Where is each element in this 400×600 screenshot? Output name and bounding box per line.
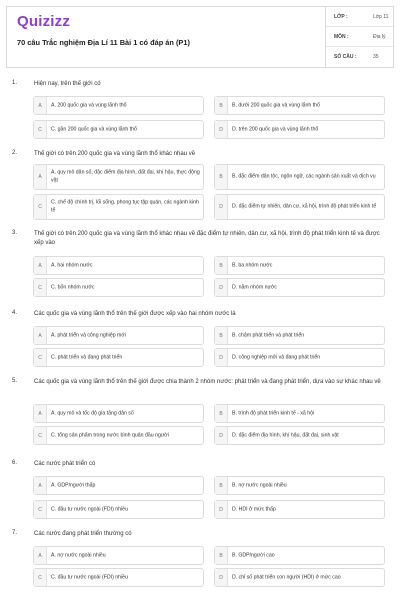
option-letter: C (34, 427, 47, 444)
option-d[interactable] (214, 194, 385, 220)
option-a[interactable] (33, 326, 204, 345)
question-text: Thế giới có trên 200 quốc gia và vùng lãnh thổ khác nhau về (34, 151, 196, 157)
option-d[interactable] (214, 500, 385, 519)
meta-row-subject (326, 27, 395, 47)
option-b[interactable] (214, 96, 385, 115)
option-text: D. trên 200 quốc gia và vùng lãnh thổ (232, 125, 319, 132)
option-letter: B (215, 327, 228, 344)
option-d[interactable] (214, 278, 385, 297)
option-c[interactable] (33, 426, 204, 445)
option-c[interactable] (33, 194, 204, 220)
option-letter: B (215, 97, 228, 114)
option-text: A. phát triển và công nghiệp mới (51, 331, 126, 338)
option-letter: D (215, 569, 228, 586)
option-c[interactable] (33, 500, 204, 519)
option-c[interactable] (33, 568, 204, 587)
option-text: C. đầu tư nước ngoài (FDI) nhiều (51, 573, 128, 580)
option-letter: D (215, 279, 228, 296)
option-letter: D (215, 501, 228, 518)
option-d[interactable] (214, 426, 385, 445)
option-letter: B (215, 547, 228, 564)
meta-value: 35 (373, 54, 379, 60)
meta-label: LỚP : (334, 14, 348, 20)
question-text: Thế giới có trên 200 quốc gia và vùng lãnh thổ khác nhau về đặc điểm tự nhiên, dân cư, xã hội, trình độ phát triển kinh tế và được xếp vào (34, 231, 380, 246)
option-letter: A (34, 327, 47, 344)
option-letter: A (34, 257, 47, 274)
option-letter: D (215, 121, 228, 138)
option-text: A. hai nhóm nước (51, 261, 93, 268)
option-letter: D (215, 195, 228, 219)
option-letter: D (215, 349, 228, 366)
question-text: Các nước phát triển có (34, 461, 96, 467)
option-a[interactable] (33, 476, 204, 495)
option-text: D. đặc điểm tự nhiên, dân cư, xã hội, trình độ phát triển kinh tế (232, 203, 377, 210)
meta-value: Địa lý (373, 34, 386, 40)
option-text: A. GDP/người thấp (51, 481, 96, 488)
option-d[interactable] (214, 568, 385, 587)
option-letter: A (34, 165, 47, 189)
option-b[interactable] (214, 476, 385, 495)
meta-label: SỐ CÂU : (334, 54, 357, 60)
option-letter: C (34, 195, 47, 219)
option-text: B. GDP/người cao (232, 551, 275, 558)
option-letter: A (34, 97, 47, 114)
option-d[interactable] (214, 120, 385, 139)
option-text: C. gần 200 quốc gia và vùng lãnh thổ (51, 125, 137, 132)
question-number: 7. (12, 530, 18, 536)
option-text: B. dưới 200 quốc gia và vùng lãnh thổ (232, 101, 320, 108)
option-a[interactable] (33, 96, 204, 115)
option-b[interactable] (214, 326, 385, 345)
meta-row-class (326, 7, 395, 27)
question-text: Các quốc gia và vùng lãnh thổ trên thế giới được xếp vào hai nhóm nước là (34, 311, 236, 317)
option-letter: C (34, 349, 47, 366)
option-text: C. phát triển và đang phát triển (51, 353, 123, 360)
meta-table (325, 7, 394, 67)
option-letter: B (215, 405, 228, 422)
option-letter: C (34, 279, 47, 296)
option-b[interactable] (214, 164, 385, 190)
option-text: D. năm nhóm nước (232, 283, 277, 290)
option-text: D. đặc điểm địa hình, khí hậu, đất đai, sinh vật (232, 431, 339, 438)
option-c[interactable] (33, 278, 204, 297)
question-text: Hiện nay, trên thế giới có (34, 81, 101, 87)
option-letter: C (34, 501, 47, 518)
option-c[interactable] (33, 348, 204, 367)
option-text: B. đặc điểm dân tộc, ngôn ngữ, các ngành sản xuất và dịch vụ (232, 173, 376, 180)
option-text: C. bốn nhóm nước (51, 283, 95, 290)
option-d[interactable] (214, 348, 385, 367)
option-letter: A (34, 405, 47, 422)
option-text: B. ba nhóm nước (232, 261, 273, 268)
option-text: C. đầu tư nước ngoài (FDI) nhiều (51, 505, 128, 512)
option-text: C. chế độ chính trị, lối sống, phong tục tập quán, các ngành kinh tế (51, 199, 199, 213)
option-text: D. HDI ở mức thấp (232, 505, 276, 512)
question-number: 5. (12, 378, 18, 384)
option-text: A. quy mô và tốc độ gia tăng dân số (51, 409, 134, 416)
option-b[interactable] (214, 256, 385, 275)
option-letter: C (34, 569, 47, 586)
question-number: 6. (12, 460, 18, 466)
option-letter: A (34, 547, 47, 564)
option-text: D. chỉ số phát triển con người (HDI) ở mức cao (232, 573, 341, 580)
option-a[interactable] (33, 404, 204, 423)
question-number: 4. (12, 310, 18, 316)
option-letter: B (215, 477, 228, 494)
option-text: C. tổng sản phẩm trong nước bình quân đầu người (51, 431, 169, 438)
question-number: 3. (12, 230, 18, 236)
question-number: 2. (12, 150, 18, 156)
option-letter: A (34, 477, 47, 494)
option-text: B. chậm phát triển và phát triển (232, 331, 305, 338)
option-letter: D (215, 427, 228, 444)
option-text: A. nợ nước ngoài nhiều (51, 551, 106, 558)
option-letter: C (34, 121, 47, 138)
meta-value: Lớp 11 (373, 14, 389, 20)
option-b[interactable] (214, 546, 385, 565)
option-letter: B (215, 257, 228, 274)
document-header (6, 6, 394, 68)
page-title: 70 câu Trắc nghiệm Địa Lí 11 Bài 1 có đáp án (P1) (17, 38, 190, 47)
option-text: A. quy mô dân số, đặc điểm địa hình, đất đai, khí hậu, thực động vật (51, 169, 200, 183)
question-number: 1. (12, 80, 18, 86)
option-text: A. 200 quốc gia và vùng lãnh thổ (51, 101, 127, 108)
option-b[interactable] (214, 404, 385, 423)
option-text: D. công nghiệp mới và đang phát triển (232, 353, 321, 360)
meta-label: MÔN : (334, 34, 349, 40)
quizizz-logo: Quizizz (17, 13, 71, 30)
option-c[interactable] (33, 120, 204, 139)
option-a[interactable] (33, 546, 204, 565)
meta-row-count (326, 47, 395, 67)
option-a[interactable] (33, 164, 204, 190)
option-text: B. nợ nước ngoài nhiều (232, 481, 287, 488)
question-text: Các quốc gia và vùng lãnh thổ trên thế giới được chia thành 2 nhóm nước: phát triển và đang phát triển, dựa vào sự khác nhau về (34, 379, 381, 385)
option-a[interactable] (33, 256, 204, 275)
option-text: B. trình độ phát triển kinh tế - xã hội (232, 409, 315, 416)
option-letter: B (215, 165, 228, 189)
question-text: Các nước đang phát triển thường có (34, 531, 132, 537)
